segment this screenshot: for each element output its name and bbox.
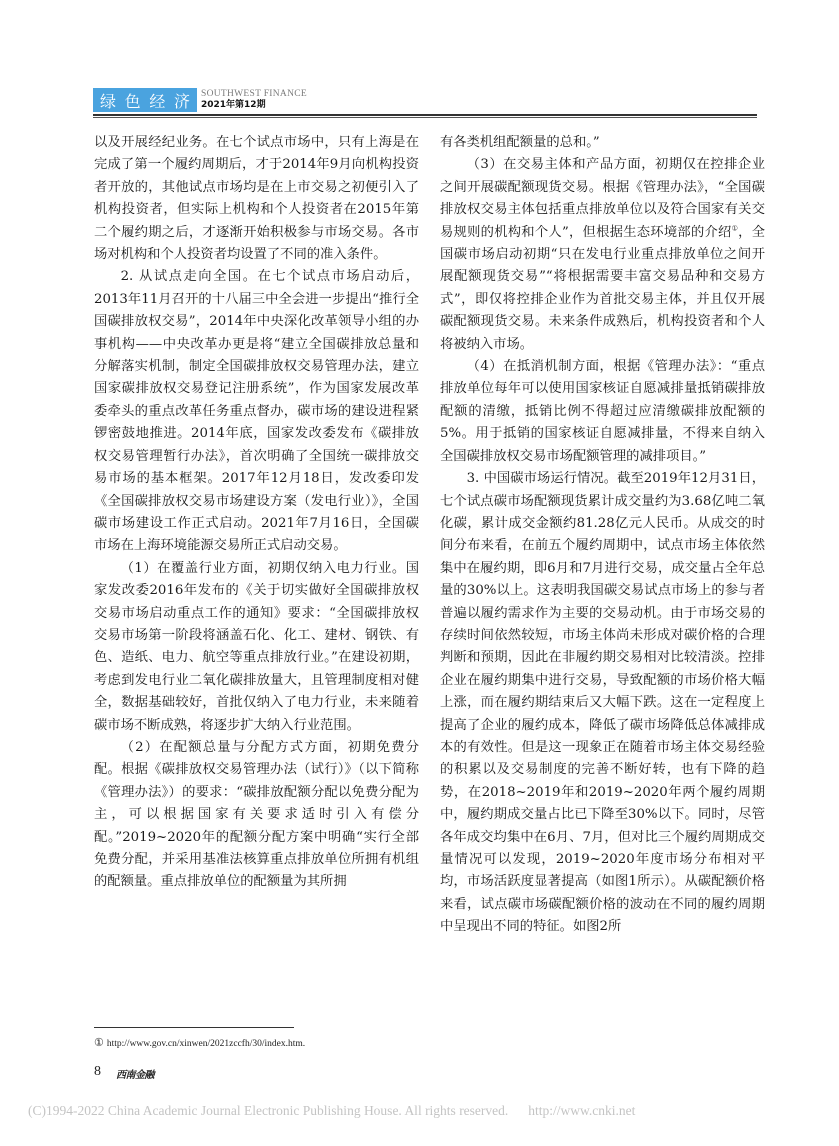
header-rule-thin xyxy=(93,117,757,118)
journal-header xyxy=(93,88,307,112)
journal-meta xyxy=(201,88,307,112)
paragraph: （4）在抵消机制方面，根据《管理办法》：“重点排放单位每年可以使用国家核证自愿减排量抵销碳排放配额的清缴，抵销比例不得超过应清缴碳排放配额的5%。用于抵销的国家核证自愿减排量，不得来自纳入全国碳排放权交易市场配额管理的减排项目。” xyxy=(440,359,765,464)
footnote-link[interactable]: http://www.gov.cn/xinwen/2021zccfh/30/index.htm. xyxy=(106,1039,306,1049)
section-char: 经 xyxy=(149,91,166,111)
left-column xyxy=(94,132,419,894)
section-char: 绿 xyxy=(100,91,117,111)
paragraph: 2. 从试点走向全国。在七个试点市场启动后，2013年11月召开的十八届三中全会进一步提出“推行全国碳排放权交易”，2014年中央深化改革领导小组的办事机构——中央改革办更是将“建立全国碳排放总量和分解落实机制，制定全国碳排放权交易管理办法，建立国家碳排放权交易登记注册系统”，作为国家发展改革委牵头的重点改革任务重点督办，碳市场的建设进程紧锣密鼓地推进。2014年底，国家发改委发布《碳排放权交易管理暂行办法》，首次明确了全国统一碳排放交易市场的基本框架。2017年12月18日，发改委印发《全国碳排放权交易市场建设方案（发电行业）》，全国碳市场建设工作正式启动。2021年7月16日，全国碳市场在上海环境能源交易所正式启动交易。 xyxy=(94,269,419,554)
paragraph: （2）在配额总量与分配方式方面，初期免费分配。根据《碳排放权交易管理办法（试行）》（以下简称《管理办法》）的要求：“碳排放配额分配以免费分配为主，可以根据国家有关要求适时引入有偿分配。”2019~2020年的配额分配方案中明确“实行全部免费分配，并采用基准法核算重点排放单位所拥有机组的配额量。重点排放单位的配额量为其所拥 xyxy=(94,739,419,890)
section-char: 济 xyxy=(173,91,190,111)
paragraph: （1）在覆盖行业方面，初期仅纳入电力行业。国家发改委2016年发布的《关于切实做好全国碳排放权交易市场启动重点工作的通知》要求：“全国碳排放权交易市场第一阶段将涵盖石化、化工、建材、钢铁、有色、造纸、电力、航空等重点排放行业。”在建设初期，考虑到发电行业二氧化碳排放量大，且管理制度相对健全，数据基础较好，首批仅纳入了电力行业，未来随着碳市场不断成熟，将逐步扩大纳入行业范围。 xyxy=(94,560,419,733)
footnote xyxy=(94,1036,305,1049)
journal-logo: 西南金融 xyxy=(116,1070,154,1081)
cnki-link[interactable]: http://www.cnki.net xyxy=(528,1103,636,1118)
paragraph: 以及开展经纪业务。在七个试点市场中，只有上海是在完成了第一个履约周期后，才于2014年9月向机构投资者开放的，其他试点市场均是在上市交易之初便引入了机构投资者，但实际上机构和个人投资者在2015年第二个履约期之后，才逐渐开始积极参与市场交易。各市场对机构和个人投资者均设置了不同的准入条件。 xyxy=(94,135,419,263)
paragraph-text: （3）在交易主体和产品方面，初期仅在控排企业之间开展碳配额现货交易。根据《管理办法》，“全国碳排放权交易主体包括重点排放单位以及符合国家有关交易规则的机构和个人”，但根据生态环境部的介绍 xyxy=(440,157,765,240)
footnote-reference[interactable]: ① xyxy=(731,224,739,233)
section-char: 色 xyxy=(124,91,141,111)
paragraph-text: ，全国碳市场启动初期“只在发电行业重点排放单位之间开展配额现货交易”“将根据需要丰富交易品种和交易方式”，即仅将控排企业作为首批交易主体，并且仅开展碳配额现货交易。未来条件成熟后，机构投资者和个人将被纳入市场。 xyxy=(440,224,765,352)
header-rule-thick xyxy=(93,114,757,116)
journal-issue: 2021年第12期 xyxy=(201,100,266,110)
section-label-green-economy xyxy=(93,88,197,112)
page-number: 8 xyxy=(94,1064,101,1079)
journal-english-name: SOUTHWEST FINANCE xyxy=(201,89,307,99)
paragraph xyxy=(440,154,765,356)
paragraph: 有各类机组配额量的总和。” xyxy=(440,135,600,150)
right-column xyxy=(440,132,765,939)
copyright-text: (C)1994-2022 China Academic Journal Electronic Publishing House. All rights reserved. xyxy=(28,1103,509,1118)
footnote-mark: ① xyxy=(94,1037,104,1049)
footnote-rule xyxy=(94,1027,294,1028)
paragraph: 3. 中国碳市场运行情况。截至2019年12月31日，七个试点碳市场配额现货累计成交量约为3.68亿吨二氧化碳，累计成交金额约81.28亿元人民币。从成交的时间分布来看，在前五个履约周期中，试点市场主体依然集中在履约期，即6月和7月进行交易，成交量占全年总量的30%以上。这表明我国碳交易试点市场上的参与者普遍以履约需求作为主要的交易动机。由于市场交易的存续时间依然较短，市场主体尚未形成对碳价格的合理判断和预期，因此在非履约期交易相对比较清淡。控排企业在履约期集中进行交易，导致配额的市场价格大幅上涨，而在履约期结束后又大幅下跌。这在一定程度上提高了企业的履约成本，降低了碳市场降低总体减排成本的有效性。但是这一现象正在随着市场主体交易经验的积累以及交易制度的完善不断好转，也有下降的趋势，在2018~2019年和2019~2020年两个履约周期中，履约期成交量占比已下降至30%以下。同时，尽管各年成交均集中在6月、7月，但对比三个履约周期成交量情况可以发现，2019~2020年度市场分布相对平均，市场活跃度显著提高（如图1所示）。从碳配额价格来看，试点碳市场碳配额价格的波动在不同的履约周期中呈现出不同的特征。如图2所 xyxy=(440,471,765,935)
copyright-notice xyxy=(28,1103,635,1119)
